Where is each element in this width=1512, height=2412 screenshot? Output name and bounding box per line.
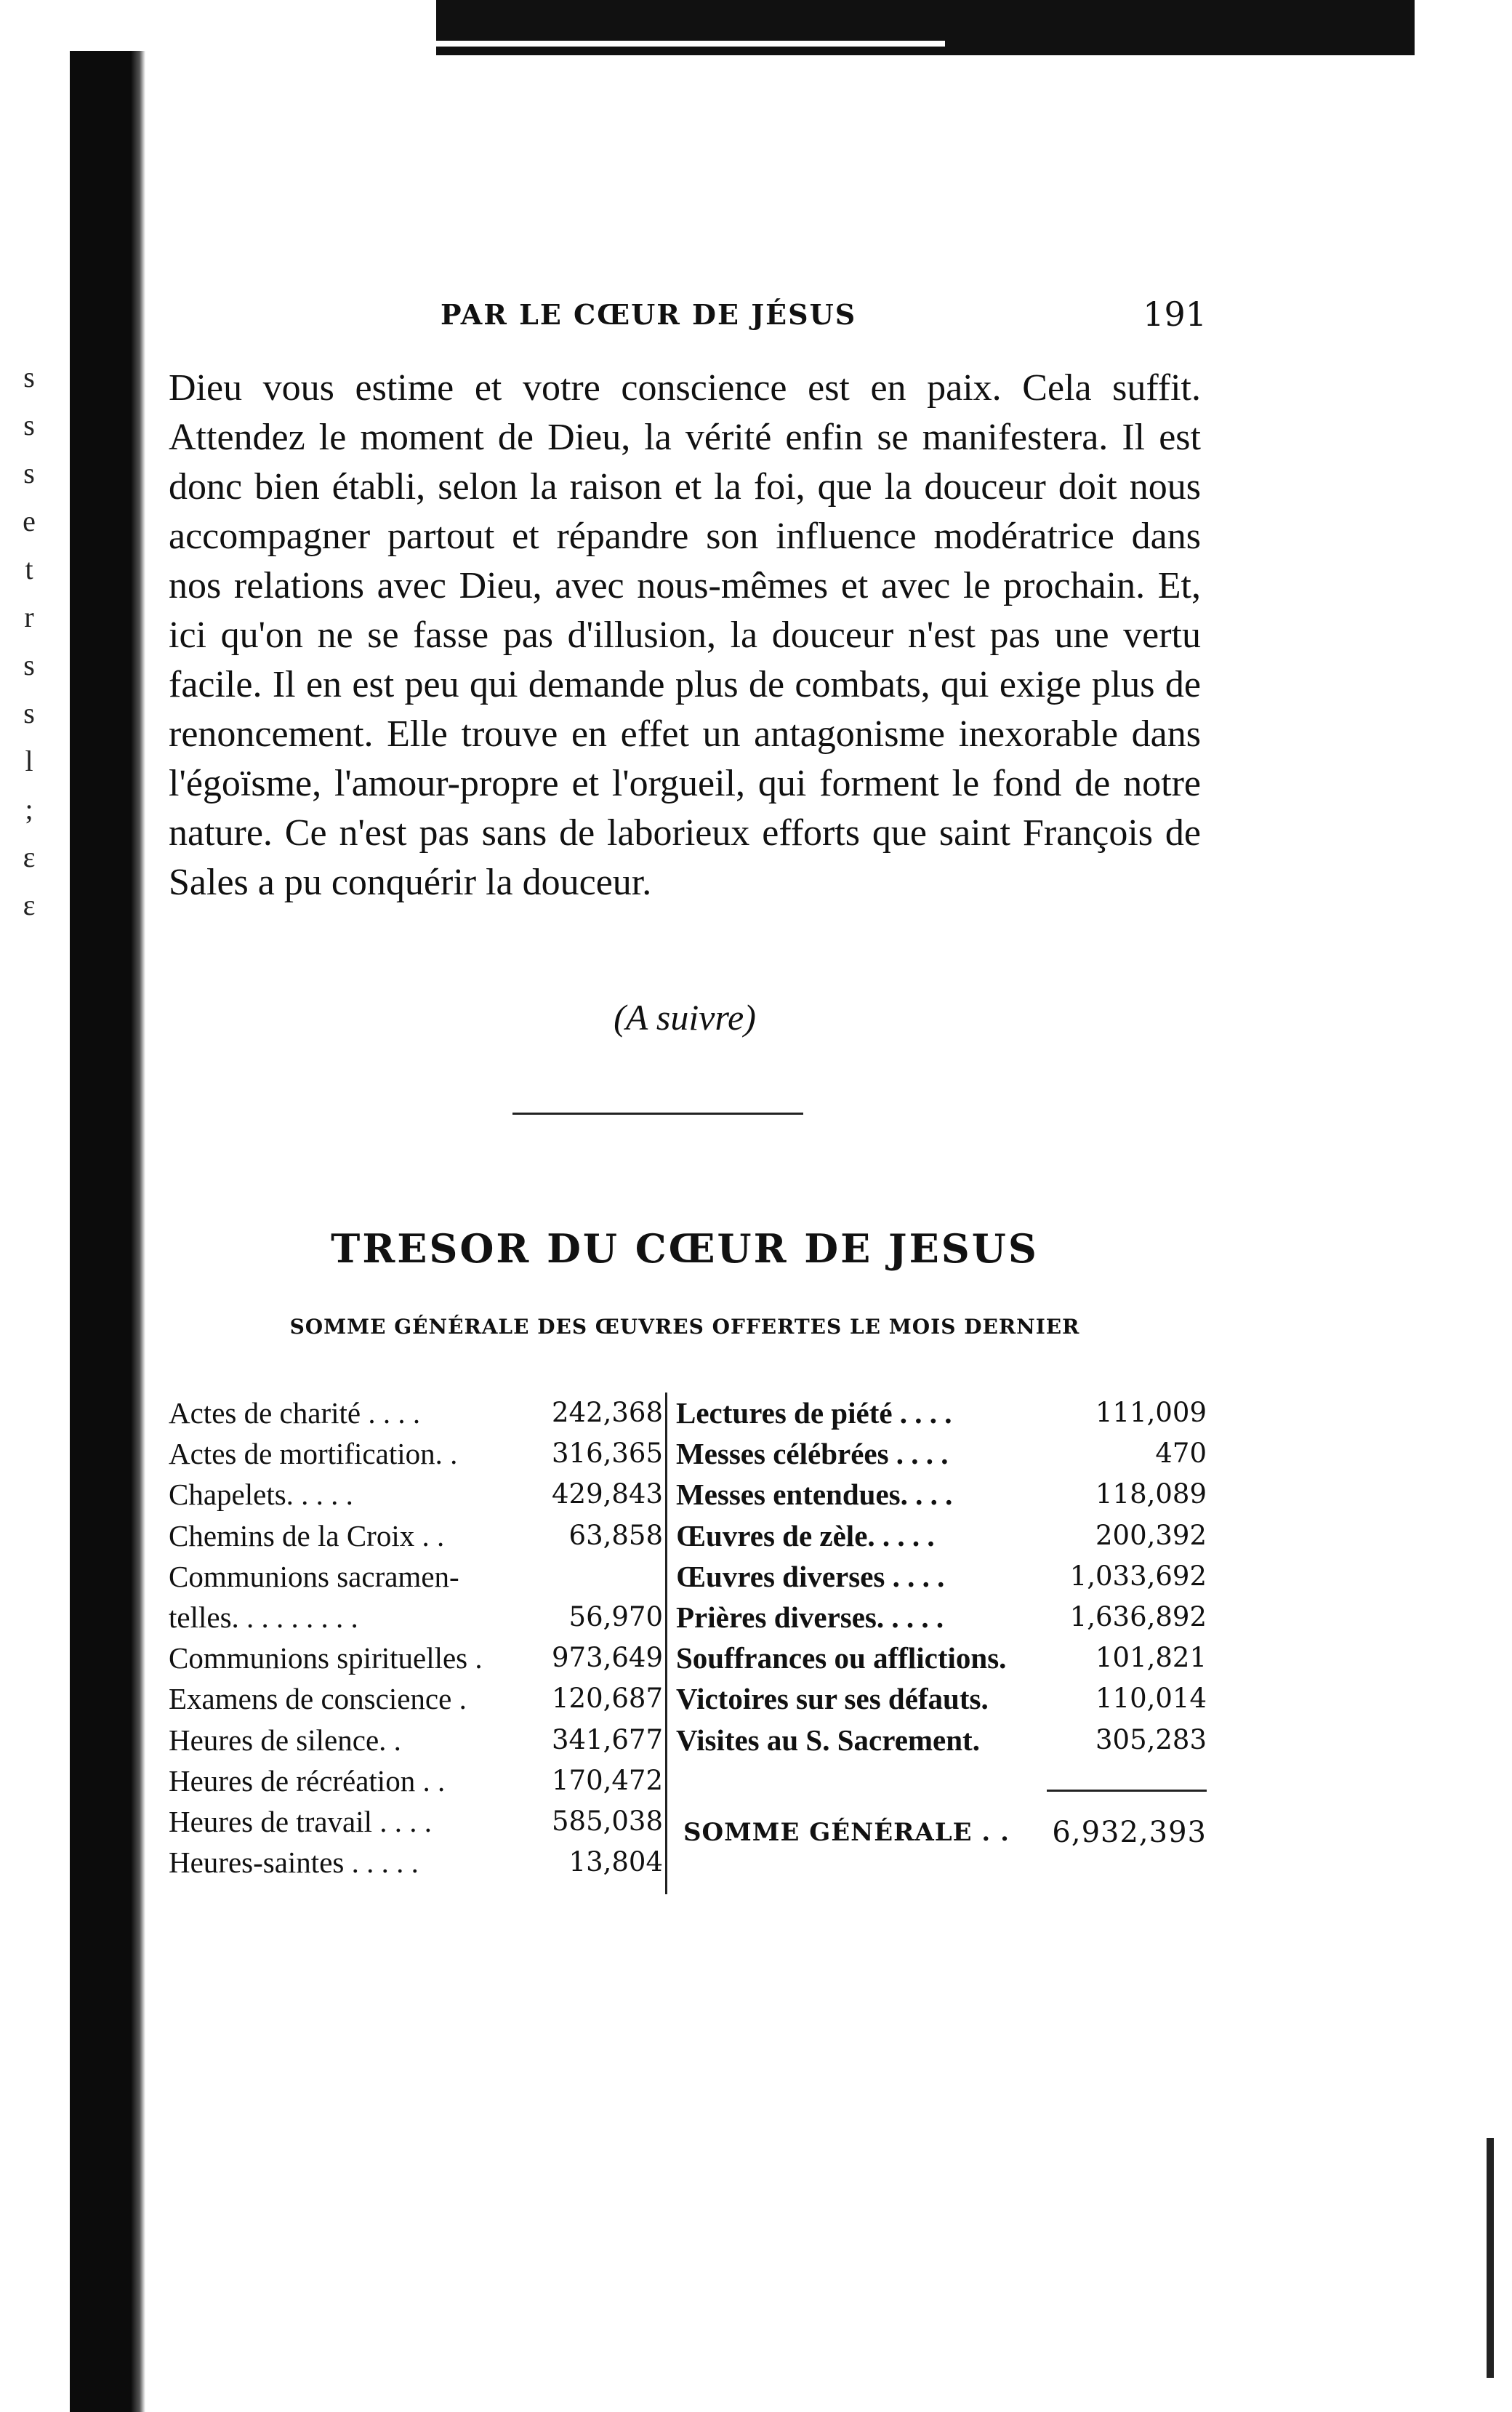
row-label: Prières diverses. . . . . (676, 1600, 944, 1634)
tresor-row (169, 1678, 663, 1719)
facing-page-margin (0, 360, 58, 936)
margin-letter: t (25, 553, 33, 585)
running-title: PAR LE CŒUR DE JÉSUS (441, 298, 857, 331)
body-paragraph: Dieu vous estime et votre conscience est en paix. Cela suffit. Attendez le moment de Dieu, la vérité enfin se manifestera. Il est donc bien établi, selon la raison et la foi, que la douceur doit nous accompagner partout et répandre son influence modératrice dans nos relations avec Dieu, avec nous-mêmes et avec le prochain. Et, ici qu'on ne se fasse pas d'illusion, la douceur n'est pas une vertu facile. Il en est peu qui demande plus de combats, qui exige plus de renoncement. Elle trouve en effet un antagonisme inexorable dans l'égoïsme, l'amour-propre et l'orgueil, qui forment le fond de notre nature. Ce n'est pas sans de laborieux efforts que saint François de Sales a pu conquérir la douceur. (169, 367, 1201, 903)
tresor-row (676, 1597, 1207, 1638)
margin-letter: s (23, 649, 35, 681)
tresor-row (676, 1720, 1207, 1760)
row-label: Actes de mortification. . (169, 1437, 458, 1471)
tresor-row (676, 1393, 1207, 1433)
section-divider (512, 1113, 803, 1115)
tresor-row (169, 1638, 663, 1678)
row-label: Communions sacramen- (169, 1559, 459, 1593)
tresor-row (169, 1760, 663, 1801)
margin-letter: ɛ (23, 889, 36, 921)
tresor-left-column (169, 1393, 663, 1883)
row-label: Messes célébrées . . . . (676, 1437, 949, 1471)
row-label: Heures de travail . . . . (169, 1804, 433, 1838)
row-label: Actes de charité . . . . (169, 1396, 421, 1430)
tresor-row (169, 1801, 663, 1842)
scan-top-border (436, 0, 1415, 55)
scan-right-mark (1487, 2138, 1494, 2378)
row-value: 470 (1155, 1438, 1207, 1470)
tresor-subtitle: SOMME GÉNÉRALE DES ŒUVRES OFFERTES LE MOIS DERNIER (289, 1315, 1080, 1339)
row-label: telles. . . . . . . . . (169, 1600, 358, 1634)
grand-total-value: 6,932,393 (1052, 1816, 1207, 1849)
tresor-row (169, 1842, 663, 1883)
row-value: 111,009 (1095, 1397, 1207, 1428)
tresor-row (169, 1515, 663, 1556)
total-rule (1047, 1790, 1207, 1792)
row-value: 200,392 (1095, 1519, 1207, 1551)
row-value: 118,089 (1095, 1478, 1207, 1510)
row-value: 120,687 (551, 1683, 663, 1715)
row-value: 585,038 (551, 1805, 663, 1837)
row-label: Visites au S. Sacrement. (676, 1723, 980, 1757)
margin-letter: ; (25, 793, 33, 825)
row-value: 101,821 (1095, 1642, 1207, 1674)
row-value: 1,636,892 (1069, 1600, 1207, 1632)
row-label: Examens de conscience . (169, 1682, 467, 1716)
margin-letter: l (25, 745, 33, 777)
tresor-row (169, 1597, 663, 1638)
margin-letter: s (23, 409, 35, 441)
row-label: Communions spirituelles . (169, 1641, 483, 1675)
row-value: 429,843 (551, 1478, 663, 1510)
tresor-row (169, 1720, 663, 1760)
row-label: Souffrances ou afflictions. (676, 1641, 1007, 1675)
scan-top-border-gap (436, 41, 945, 47)
tresor-row (169, 1433, 663, 1474)
row-label: Œuvres diverses . . . . (676, 1559, 945, 1593)
margin-letter: s (23, 457, 35, 489)
page-number: 191 (1143, 295, 1207, 334)
tresor-row (676, 1556, 1207, 1597)
row-label: Chapelets. . . . . (169, 1478, 353, 1512)
grand-total-row (683, 1811, 1207, 1854)
row-label: Lectures de piété . . . . (676, 1396, 952, 1430)
row-value: 56,970 (568, 1600, 663, 1632)
continuation-note: (A suivre) (614, 997, 756, 1038)
tresor-row (169, 1556, 663, 1597)
row-value: 1,033,692 (1069, 1560, 1207, 1592)
margin-letter: e (23, 505, 36, 537)
margin-letter: s (23, 361, 35, 393)
row-value: 63,858 (568, 1519, 663, 1551)
row-value: 170,472 (551, 1764, 663, 1796)
grand-total-label: SOMME GÉNÉRALE . . (683, 1818, 1010, 1847)
tresor-row (676, 1638, 1207, 1678)
row-value: 973,649 (551, 1642, 663, 1674)
row-label: Messes entendues. . . . (676, 1478, 953, 1512)
row-label: Heures de silence. . (169, 1723, 401, 1757)
tresor-row (676, 1678, 1207, 1719)
row-value: 341,677 (551, 1723, 663, 1755)
row-label: Œuvres de zèle. . . . . (676, 1518, 935, 1552)
row-label: Heures-saintes . . . . . (169, 1846, 419, 1880)
column-divider (665, 1393, 667, 1894)
book-spine-edge (131, 51, 145, 2412)
row-label: Heures de récréation . . (169, 1763, 446, 1798)
row-label: Victoires sur ses défauts. (676, 1682, 989, 1716)
tresor-row (169, 1474, 663, 1515)
tresor-row (169, 1393, 663, 1433)
margin-letter: ɛ (23, 841, 36, 873)
row-value: 110,014 (1095, 1683, 1207, 1715)
tresor-title: TRESOR DU CŒUR DE JESUS (331, 1225, 1039, 1272)
row-value: 305,283 (1095, 1723, 1207, 1755)
tresor-right-column (676, 1393, 1207, 1760)
tresor-row (676, 1515, 1207, 1556)
margin-letter: r (24, 601, 34, 633)
margin-letter: s (23, 697, 35, 729)
row-value: 242,368 (551, 1397, 663, 1428)
tresor-row (676, 1474, 1207, 1515)
row-label: Chemins de la Croix . . (169, 1518, 445, 1552)
row-value: 316,365 (551, 1438, 663, 1470)
tresor-row (676, 1433, 1207, 1474)
row-value: 13,804 (568, 1846, 663, 1878)
